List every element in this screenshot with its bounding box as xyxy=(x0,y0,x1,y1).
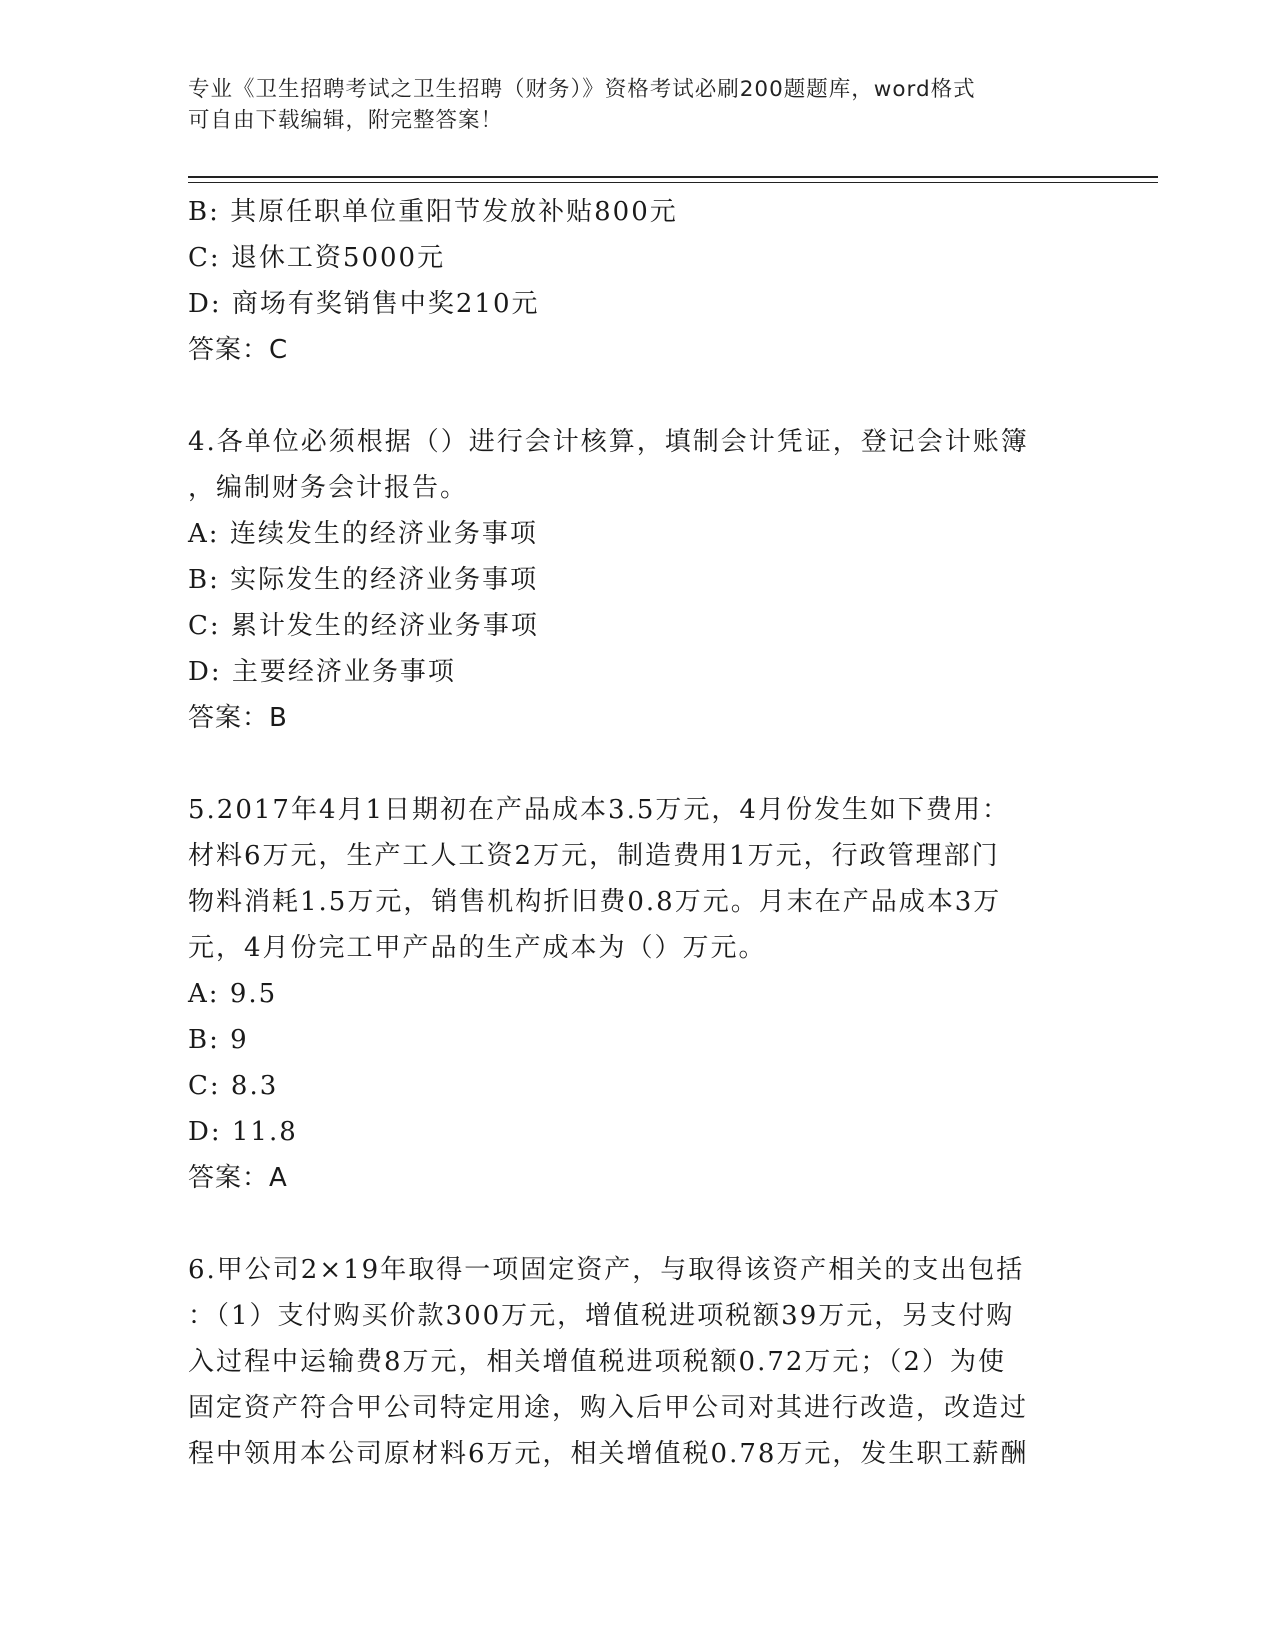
document-header xyxy=(188,74,1088,136)
option-label: C: xyxy=(188,611,221,641)
question-stem-line: 固定资产符合甲公司特定用途，购入后甲公司对其进行改造，改造过 xyxy=(188,1393,1029,1423)
option-label: B: xyxy=(188,197,220,227)
option-text: 商场有奖销售中奖210元 xyxy=(231,289,540,319)
header-rule-thick xyxy=(188,176,1158,178)
option-label: B: xyxy=(188,565,220,595)
spacer xyxy=(188,1201,1068,1247)
question-3-tail xyxy=(188,189,1068,373)
option-label: D: xyxy=(188,289,222,319)
option-text: 9.5 xyxy=(229,979,278,1009)
option-label: D: xyxy=(188,1117,222,1147)
option-b xyxy=(188,189,1068,235)
question-5 xyxy=(188,787,1068,1201)
option-d xyxy=(188,649,1068,695)
question-stem-line: 程中领用本公司原材料6万元，相关增值税0.78万元，发生职工薪酬 xyxy=(188,1439,1029,1469)
option-c xyxy=(188,1063,1068,1109)
option-b xyxy=(188,1017,1068,1063)
option-c xyxy=(188,235,1068,281)
question-stem-line: ：（1）支付购买价款300万元，增值税进项税额39万元，另支付购 xyxy=(188,1301,1015,1331)
answer: 答案：C xyxy=(188,335,289,365)
option-label: C: xyxy=(188,1071,221,1101)
spacer xyxy=(188,373,1068,419)
question-stem-line: 5.2017年4月1日期初在产品成本3.5万元，4月份发生如下费用： xyxy=(188,795,1010,825)
option-c xyxy=(188,603,1068,649)
answer: 答案：A xyxy=(188,1163,288,1193)
question-stem-line: 元，4月份完工甲产品的生产成本为（）万元。 xyxy=(188,933,767,963)
answer: 答案：B xyxy=(188,703,288,733)
option-label: B: xyxy=(188,1025,220,1055)
option-a xyxy=(188,511,1068,557)
option-text: 主要经济业务事项 xyxy=(231,657,456,687)
option-d xyxy=(188,1109,1068,1155)
question-4 xyxy=(188,419,1068,741)
option-a xyxy=(188,971,1068,1017)
header-title-line-1: 专业《卫生招聘考试之卫生招聘（财务）》资格考试必刷200题题库，word格式 xyxy=(188,77,976,102)
option-text: 实际发生的经济业务事项 xyxy=(230,565,539,595)
question-stem-line: ，编制财务会计报告。 xyxy=(188,473,469,503)
option-label: A: xyxy=(188,979,220,1009)
option-label: D: xyxy=(188,657,222,687)
option-text: 9 xyxy=(230,1025,249,1055)
question-stem-line: 材料6万元，生产工人工资2万元，制造费用1万元，行政管理部门 xyxy=(188,841,1000,871)
question-content xyxy=(188,189,1068,1477)
question-stem-line: 4.各单位必须根据（）进行会计核算，填制会计凭证，登记会计账簿 xyxy=(188,427,1029,457)
option-text: 8.3 xyxy=(230,1071,279,1101)
question-stem-line: 物料消耗1.5万元，销售机构折旧费0.8万元。月末在产品成本3万 xyxy=(188,887,1002,917)
option-text: 11.8 xyxy=(231,1117,298,1147)
header-title-line-2: 可自由下载编辑，附完整答案！ xyxy=(188,108,504,133)
spacer xyxy=(188,741,1068,787)
option-label: A: xyxy=(188,519,220,549)
option-text: 连续发生的经济业务事项 xyxy=(229,519,538,549)
option-label: C: xyxy=(188,243,221,273)
option-text: 其原任职单位重阳节发放补贴800元 xyxy=(230,197,678,227)
question-stem-line: 入过程中运输费8万元，相关增值税进项税额0.72万元；（2）为使 xyxy=(188,1347,1006,1377)
question-stem-line: 6.甲公司2×19年取得一项固定资产，与取得该资产相关的支出包括 xyxy=(188,1255,1025,1285)
option-text: 退休工资5000元 xyxy=(230,243,446,273)
option-d xyxy=(188,281,1068,327)
question-6 xyxy=(188,1247,1068,1477)
option-text: 累计发生的经济业务事项 xyxy=(230,611,539,641)
option-b xyxy=(188,557,1068,603)
header-rule-thin xyxy=(188,182,1158,183)
